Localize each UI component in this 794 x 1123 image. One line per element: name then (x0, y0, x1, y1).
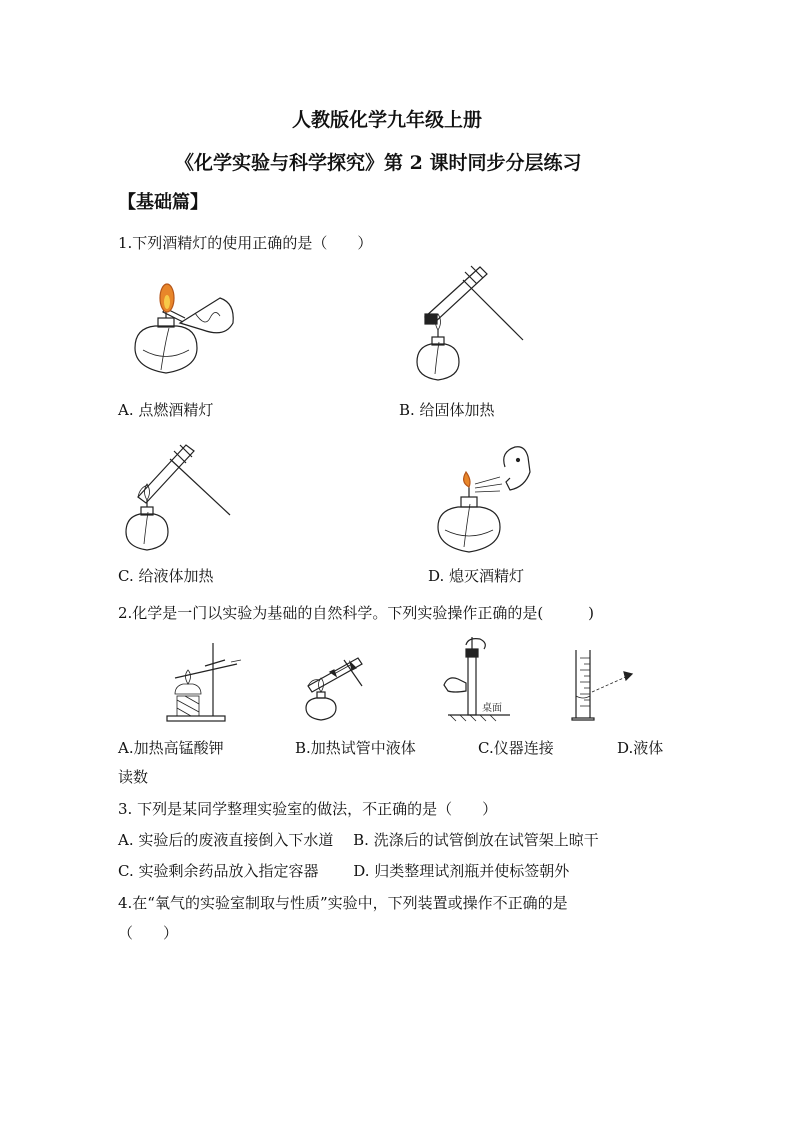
question-1-stem: 1.下列酒精灯的使用正确的是（ ） (118, 234, 373, 252)
figure-q1-b (405, 262, 535, 384)
question-4-stem: 4.在“氧气的实验室制取与性质”实验中，下列装置或操作不正确的是 (118, 894, 568, 912)
figure-q1-d (430, 442, 540, 557)
q1-option-b: B. 给固体加热 (399, 401, 495, 419)
question-3-stem: 3. 下列是某同学整理实验室的做法，不正确的是（ ） (118, 800, 498, 818)
q1-option-c: C. 给液体加热 (118, 567, 214, 585)
figure-q2-c (440, 635, 515, 723)
page-title: 人教版化学九年级上册 (292, 109, 483, 131)
q2-option-b: B.加热试管中液体 (295, 739, 416, 757)
figure-q2-c-label: 桌面 (482, 703, 502, 714)
q2-option-d-wrap: 读数 (118, 768, 149, 786)
q1-option-a: A. 点燃酒精灯 (118, 401, 214, 419)
figure-q1-c (118, 437, 243, 555)
question-4-paren: （ ） (118, 924, 179, 942)
figure-q2-b (300, 648, 380, 723)
figure-q2-d (568, 648, 638, 723)
q3-options-row-2: C. 实验剩余药品放入指定容器 D. 归类整理试剂瓶并使标签朝外 (118, 862, 570, 880)
page-subtitle: 《化学实验与科学探究》第 2 课时同步分层练习 (175, 152, 582, 174)
figure-q1-a (125, 268, 245, 383)
q2-option-c: C.仪器连接 (478, 739, 554, 757)
q1-option-d: D. 熄灭酒精灯 (428, 567, 525, 585)
question-2-stem: 2.化学是一门以实验为基础的自然科学。下列实验操作正确的是( ) (118, 604, 595, 622)
figure-q2-a (165, 638, 245, 723)
q2-option-a: A.加热高锰酸钾 (118, 739, 224, 757)
q2-option-d: D.液体 (617, 739, 664, 757)
q3-options-row-1: A. 实验后的废液直接倒入下水道 B. 洗涤后的试管倒放在试管架上晾干 (118, 831, 599, 849)
section-heading: 【基础篇】 (118, 192, 208, 213)
